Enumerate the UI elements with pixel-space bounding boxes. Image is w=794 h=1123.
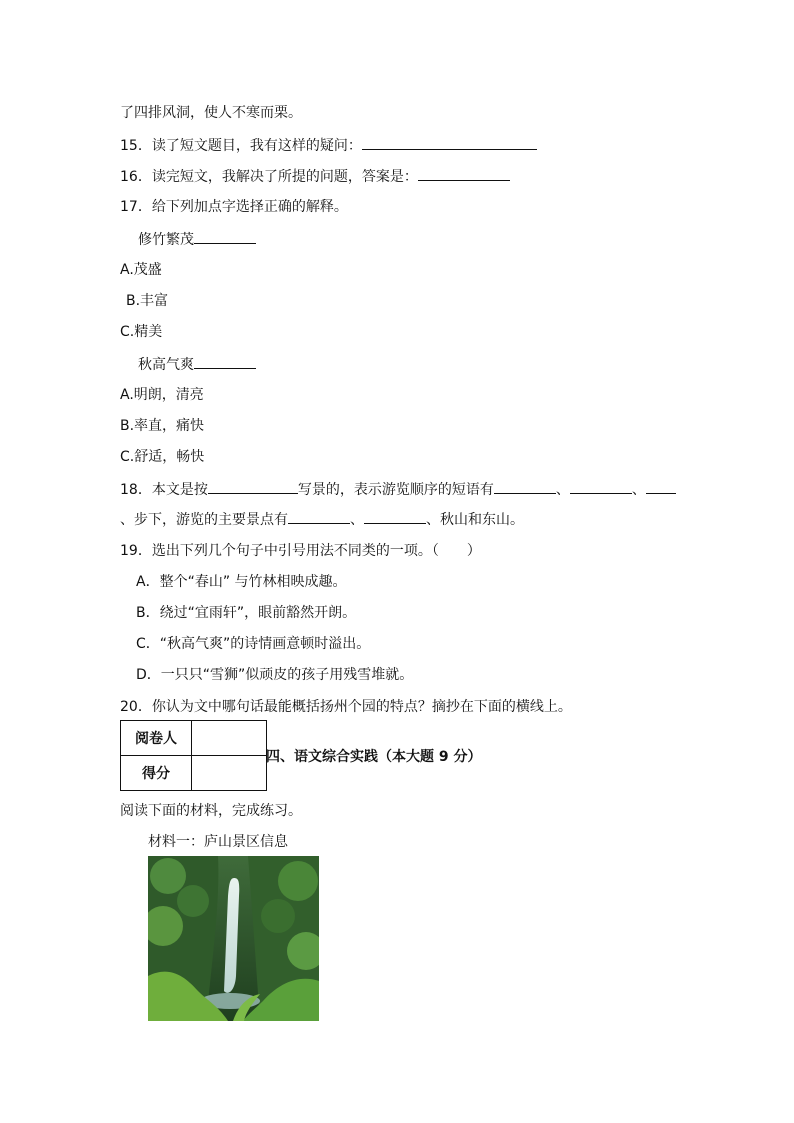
answer-blank[interactable] xyxy=(194,354,256,369)
answer-blank[interactable] xyxy=(362,135,537,150)
score-label: 得分 xyxy=(121,756,192,791)
text-line: 了四排风洞，使人不寒而栗。 xyxy=(120,105,302,121)
question-18-text-b: 写景的，表示游览顺序的短语有 xyxy=(297,482,494,498)
material-title: 材料一：庐山景区信息 xyxy=(148,834,288,850)
word-2 xyxy=(138,354,256,375)
question-20: 20．你认为文中哪句话最能概括扬州个园的特点？摘抄在下面的横线上。 xyxy=(120,699,572,715)
question-15-text: 15．读了短文题目，我有这样的疑问： xyxy=(120,138,362,154)
option-19a: A．整个“春山” 与竹林相映成趣。 xyxy=(136,574,347,590)
waterfall-photo xyxy=(148,856,319,1021)
answer-blank[interactable] xyxy=(194,229,256,244)
answer-blank[interactable] xyxy=(646,479,676,494)
question-18 xyxy=(120,479,676,500)
answer-blank[interactable] xyxy=(418,166,510,181)
word-1-text: 修竹繁茂 xyxy=(138,232,194,248)
section-title: 四、语文综合实践（本大题 9 分） xyxy=(266,749,482,765)
option-19b: B．绕过“宜雨轩”，眼前豁然开朗。 xyxy=(136,605,357,621)
question-18-text-a: 18．本文是按 xyxy=(120,482,208,498)
answer-blank[interactable] xyxy=(208,479,298,494)
answer-blank[interactable] xyxy=(570,479,632,494)
question-18-cont-text-b: 、秋山和东山。 xyxy=(426,512,524,528)
question-16 xyxy=(120,166,510,187)
separator: 、 xyxy=(555,482,570,498)
option-c2: C.舒适，畅快 xyxy=(120,449,205,465)
separator: 、 xyxy=(631,482,646,498)
question-15 xyxy=(120,135,537,156)
word-1 xyxy=(138,229,256,250)
instruction: 阅读下面的材料，完成练习。 xyxy=(120,803,302,819)
score-cell[interactable] xyxy=(192,756,267,791)
separator: 、 xyxy=(350,512,364,528)
option-a2: A.明朗，清亮 xyxy=(120,387,204,403)
option-a1: A.茂盛 xyxy=(120,262,162,278)
word-2-text: 秋高气爽 xyxy=(138,357,194,373)
question-19: 19．选出下列几个句子中引号用法不同类的一项。（ ） xyxy=(120,543,481,559)
answer-blank[interactable] xyxy=(364,509,426,524)
question-18-cont-text-a: 、步下，游览的主要景点有 xyxy=(120,512,288,528)
option-c1: C.精美 xyxy=(120,324,163,340)
option-19d: D．一只只“雪狮”似顽皮的孩子用残雪堆就。 xyxy=(136,667,414,683)
question-16-text: 16．读完短文，我解决了所提的问题，答案是： xyxy=(120,169,418,185)
option-19c: C．“秋高气爽”的诗情画意顿时溢出。 xyxy=(136,636,371,652)
score-table xyxy=(120,720,267,791)
option-b1: B.丰富 xyxy=(126,293,169,309)
answer-blank[interactable] xyxy=(288,509,350,524)
question-18-cont xyxy=(120,509,524,530)
answer-blank[interactable] xyxy=(494,479,556,494)
reviewer-label: 阅卷人 xyxy=(121,721,192,756)
reviewer-cell[interactable] xyxy=(192,721,267,756)
question-17: 17．给下列加点字选择正确的解释。 xyxy=(120,199,348,215)
option-b2: B.率直，痛快 xyxy=(120,418,205,434)
